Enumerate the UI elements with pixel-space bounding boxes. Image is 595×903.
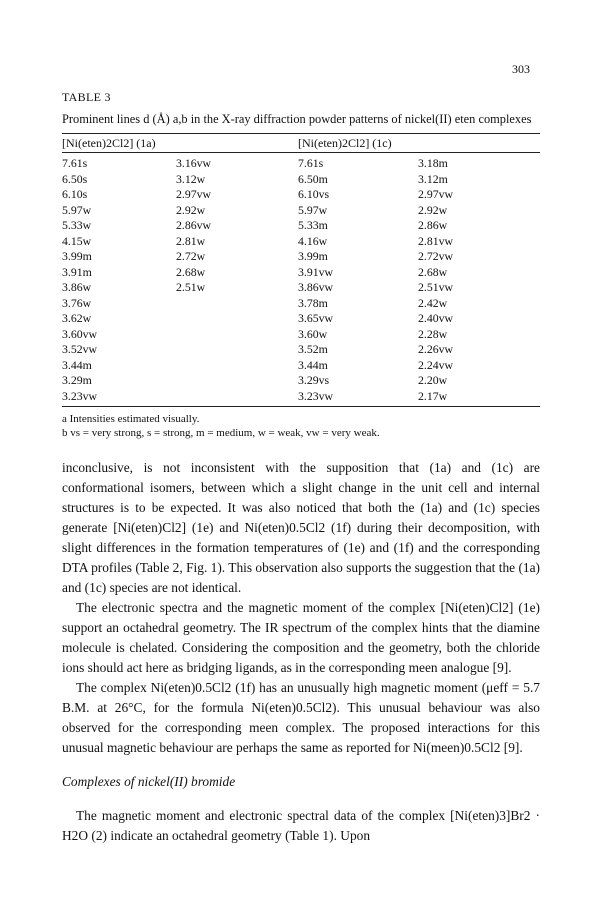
table-label: TABLE 3: [62, 90, 111, 104]
table-cell: [176, 342, 298, 358]
table-row: [62, 265, 498, 281]
table-cell: 3.52m: [298, 342, 328, 356]
table-cell: 6.50m: [298, 171, 328, 186]
footnote-a: a Intensities estimated visually.: [62, 413, 200, 425]
table-cell: 2.81vw: [418, 233, 454, 248]
table-cell: 3.91m: [62, 264, 92, 279]
column-heading-1c: [Ni(eten)2Cl2] (1c): [298, 135, 392, 150]
table-cell: 3.86w: [62, 280, 92, 294]
table-cell: 2.81w: [176, 233, 206, 248]
table-cell: 6.50s: [62, 171, 88, 186]
table-column-headings: [62, 134, 540, 152]
table-cell: 3.99m: [62, 249, 92, 263]
table-cell: 2.68w: [176, 264, 206, 279]
table-cell: 3.12w: [176, 171, 206, 186]
table-cell: 4.16w: [298, 233, 328, 248]
table-row: [62, 187, 498, 203]
table-row: [62, 311, 498, 327]
table-cell: 3.86vw: [298, 280, 334, 294]
table-row: [62, 218, 498, 234]
table-cell: 5.33w: [62, 218, 92, 232]
table-cell: [176, 358, 298, 374]
table-cell: 4.15w: [62, 233, 92, 248]
table-cell: 7.61s: [298, 156, 324, 170]
table-cell: [176, 296, 298, 312]
table-cell: 3.91vw: [298, 264, 334, 279]
table-cell: [176, 327, 298, 343]
table-cell: 3.23vw: [62, 388, 98, 403]
table-cell: 3.99m: [298, 249, 328, 263]
table-cell: 2.97vw: [176, 187, 212, 201]
table-cell: 3.23vw: [298, 388, 334, 403]
table-cell: 3.29m: [62, 373, 92, 387]
table-row: [62, 342, 498, 358]
table-cell: 3.12m: [418, 171, 448, 186]
table-cell: 2.24vw: [418, 357, 454, 372]
paragraph-2: The electronic spectra and the magnetic moment of the complex [Ni(eten)Cl2] (1e) support an octahedral geometry. The IR spectrum of the complex hints that the diamine molecule is chelated. Considering the composition and the geometry, both the chloride ions should act here as bridging ligands, as in the corresponding meen analogue [9].: [62, 600, 540, 675]
table-row: [62, 358, 498, 374]
table-row: [62, 280, 498, 296]
table-cell: 6.10vs: [298, 187, 330, 201]
table-cell: 5.97w: [62, 202, 92, 217]
table-cell: 2.28w: [418, 326, 448, 341]
table-cell: 3.44m: [62, 357, 92, 372]
table-cell: [176, 389, 298, 405]
table-row: [62, 234, 498, 250]
table-row: [62, 373, 498, 389]
table-cell: 3.52vw: [62, 342, 98, 356]
table-cell: 2.92w: [176, 202, 206, 217]
table-cell: 2.20w: [418, 373, 448, 387]
table-cell: 3.62w: [62, 311, 92, 325]
table-bottom-rule: [62, 406, 540, 407]
table-footnotes: [62, 412, 540, 440]
table-cell: 2.40vw: [418, 311, 454, 325]
table-cell: 2.42w: [418, 295, 448, 310]
paragraph-3: The complex Ni(eten)0.5Cl2 (1f) has an unusually high magnetic moment (μeff = 5.7 B.M. at 26°C, for the formula Ni(eten)0.5Cl2). This unusual behaviour was also observed for the corresponding meen complex. The proposed interactions for this unusual magnetic behaviour are perhaps the same as reported for Ni(meen)0.5Cl2 [9].: [62, 680, 540, 755]
paragraph-4: The magnetic moment and electronic spectral data of the complex [Ni(eten)3]Br2 · H2O (2) indicate an octahedral geometry (Table 1). Upon: [62, 808, 540, 843]
table-cell: 2.97vw: [418, 187, 454, 201]
page-number: 303: [512, 62, 530, 76]
table-cell: [176, 373, 298, 389]
table-cell: 5.33m: [298, 218, 328, 232]
table-cell: 3.44m: [298, 357, 328, 372]
table-cell: 3.18m: [418, 156, 448, 170]
table-row: [62, 203, 498, 219]
table-cell: 3.78m: [298, 295, 328, 310]
diffraction-data-table: [62, 156, 498, 404]
table-row: [62, 172, 498, 188]
column-heading-1a: [Ni(eten)2Cl2] (1a): [62, 135, 156, 150]
table-cell: 2.86w: [418, 218, 448, 232]
table-cell: 3.16vw: [176, 156, 212, 170]
table-cell: 2.72w: [176, 249, 206, 263]
table-cell: 3.29vs: [298, 373, 330, 387]
table-3: [62, 90, 540, 440]
table-row: [62, 156, 498, 172]
table-cell: 2.17w: [418, 388, 448, 403]
table-cell: 2.68w: [418, 264, 448, 279]
table-cell: 3.65vw: [298, 311, 334, 325]
table-row: [62, 296, 498, 312]
table-cell: 3.60w: [298, 326, 328, 341]
table-caption: Prominent lines d (Å) a,b in the X-ray diffraction powder patterns of nickel(II) eten complexes: [62, 112, 532, 126]
table-cell: 3.60vw: [62, 326, 98, 341]
table-cell: 2.92w: [418, 202, 448, 217]
paragraph-1: inconclusive, is not inconsistent with the supposition that (1a) and (1c) are conformational isomers, between which a slight change in the unit cell and internal structures is to be expected. It was also noticed that both the (1a) and (1c) species generate [Ni(eten)Cl2] (1e) and Ni(eten)0.5Cl2 (1f) during their decomposition, with slight differences in the formation temperatures of (1e) and (1f) and the corresponding DTA profiles (Table 2, Fig. 1). This observation also supports the suggestion that the (1a) and (1c) species are not identical.: [62, 460, 540, 595]
table-cell: 6.10s: [62, 187, 88, 201]
table-cell: 2.51w: [176, 280, 206, 294]
table-cell: 7.61s: [62, 156, 88, 170]
section-heading: Complexes of nickel(II) bromide: [62, 774, 236, 789]
table-cell: [176, 311, 298, 327]
table-cell: 2.26vw: [418, 342, 454, 356]
table-cell: 2.86vw: [176, 218, 212, 232]
table-row: [62, 249, 498, 265]
table-cell: 3.76w: [62, 295, 92, 310]
body-text: [62, 458, 540, 846]
table-row: [62, 327, 498, 343]
table-header-rule: [62, 152, 540, 153]
table-cell: 5.97w: [298, 202, 328, 217]
table-row: [62, 389, 498, 405]
footnote-b: b vs = very strong, s = strong, m = medium, w = weak, vw = very weak.: [62, 427, 380, 439]
table-cell: 2.51vw: [418, 280, 454, 294]
table-cell: 2.72vw: [418, 249, 454, 263]
